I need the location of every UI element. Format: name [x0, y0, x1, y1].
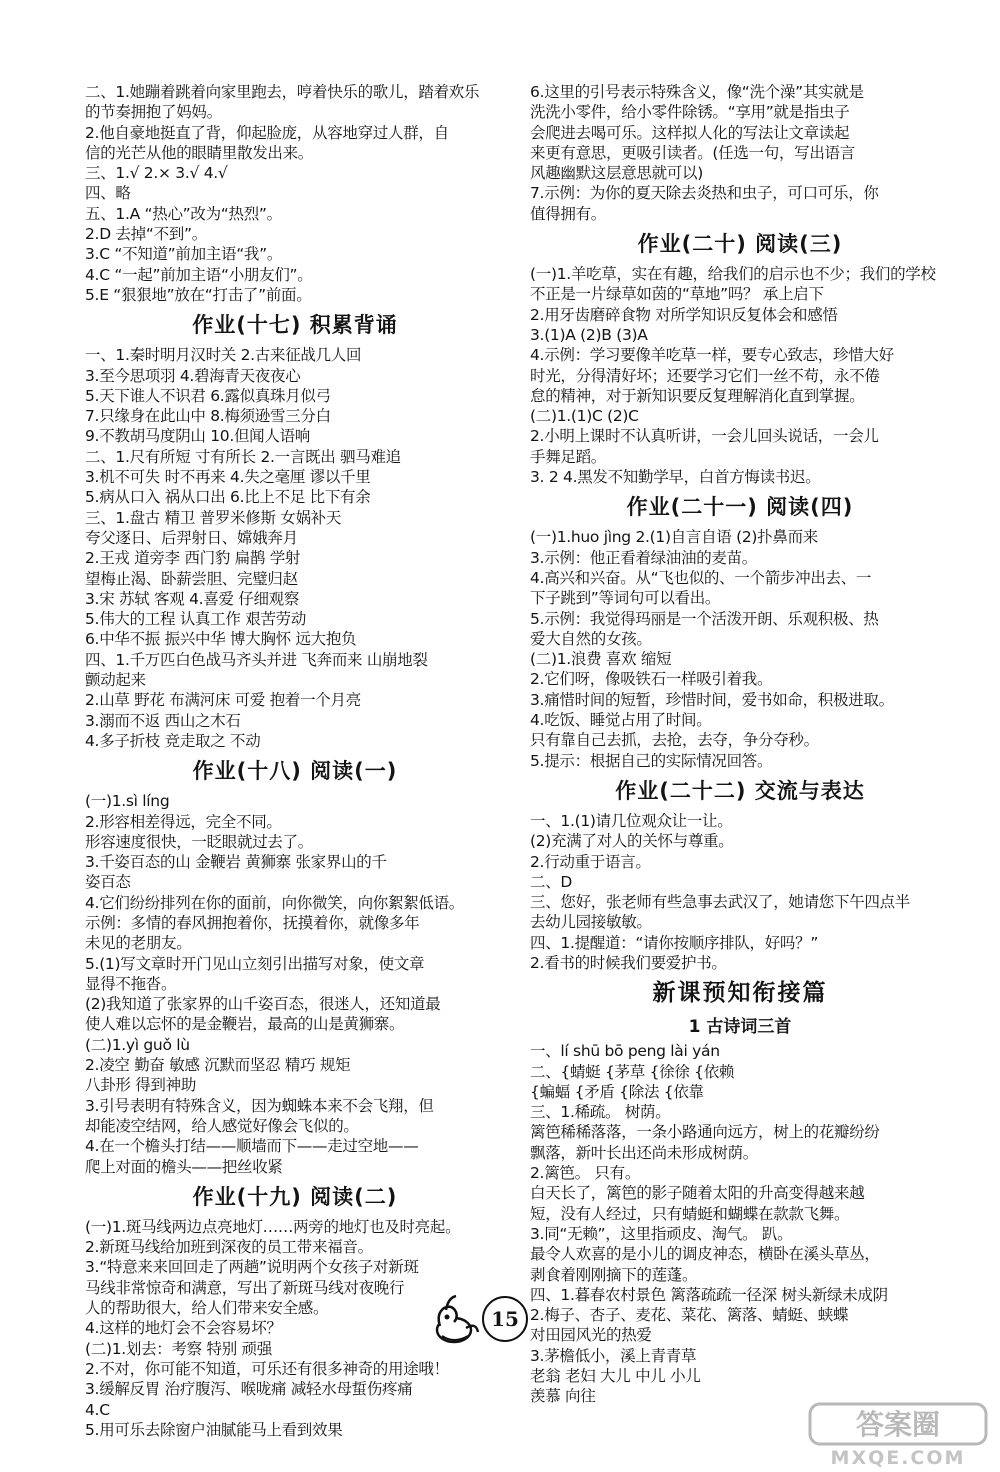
answer-line: (2)充满了对人的关怀与尊重。 — [530, 832, 734, 851]
answer-line: 3.示例：他正看着绿油油的麦苗。 — [530, 548, 757, 567]
answer-line: 2.他自豪地挺直了背，仰起脸庞，从容地穿过人群，自 — [85, 123, 449, 142]
answer-line: 4.这样的地灯会不会容易坏？ — [85, 1319, 282, 1338]
answer-line: 羡慕 向往 — [530, 1387, 596, 1406]
answer-line: (一)1.sì líng — [85, 792, 170, 811]
answer-line: 不正是一片绿草如茵的“草地”吗？ 承上启下 — [530, 285, 824, 304]
answer-line: 5.病从口入 祸从口出 6.比上不足 比下有余 — [85, 488, 371, 507]
answer-line: 一、1.秦时明月汉时关 2.古来征战几人回 — [85, 346, 362, 365]
answer-line: 9.不教胡马度阴山 10.但闻人语响 — [85, 427, 310, 446]
answer-line: 三、1.稀疏。 树荫。 — [530, 1103, 671, 1122]
answer-line: 二、1.尺有所短 寸有所长 2.一言既出 驷马难追 — [85, 447, 401, 466]
answer-line: 时光，分得清好坏；还要学习它们一丝不苟，永不倦 — [530, 366, 880, 385]
answer-line: 剥食着刚刚摘下的莲蓬。 — [530, 1265, 698, 1284]
answer-line: 四、1.暮春农村景色 篱落疏疏一径深 树头新绿未成阴 — [530, 1285, 888, 1304]
answer-line: 6.中华不振 振兴中华 博大胸怀 远大抱负 — [85, 630, 357, 649]
answer-line: 篱笆稀稀落落，一条小路通向远方，树上的花瓣纷纷 — [530, 1123, 880, 1142]
answer-line: 4.多子折枝 竞走取之 不动 — [85, 731, 261, 750]
answer-line: 马线非常惊奇和满意，写出了新斑马线对夜晚行 — [85, 1278, 405, 1297]
answer-line: 2.篱笆。 只有。 — [530, 1164, 641, 1183]
answer-line: 2.凌空 勤奋 敏感 沉默而坚忍 精巧 规矩 — [85, 1056, 351, 1075]
answer-line: 三、您好，张老师有些急事去武汉了，她请您下午四点半 — [530, 893, 911, 912]
answer-line: 一、lí shū bō peng lài yán — [530, 1042, 720, 1061]
answer-line: 2.形容相差得远，完全不同。 — [85, 812, 282, 831]
answer-line: 信的光芒从他的眼睛里散发出来。 — [85, 143, 314, 162]
answer-line: 5.(1)写文章时开门见山立刻引出描写对象，使文章 — [85, 954, 425, 973]
lesson-subheading: 1 古诗词三首 — [688, 1017, 792, 1038]
answer-line: 三、1.√ 2.× 3.√ 4.√ — [85, 164, 228, 183]
answer-line: 四、1.提醒道：“请你按顺序排队，好吗？” — [530, 933, 819, 952]
svg-text:答案圈: 答案圈 — [855, 1408, 941, 1441]
assignment-heading: 作业(二十二) 交流与表达 — [615, 778, 865, 803]
answer-line: 二、{蜻蜓 {茅草 {徐徐 {依赖 — [530, 1062, 735, 1081]
answer-line: 洗洗小零件，给小零件除锈。“享用”就是指虫子 — [530, 103, 850, 122]
answer-line: 5.用可乐去除窗户油腻能马上看到效果 — [85, 1420, 343, 1439]
answer-line: 去幼儿园接敏敏。 — [530, 913, 652, 932]
svg-text:MXQE.COM: MXQE.COM — [830, 1447, 966, 1469]
answer-line: 4.吃饭、睡觉占用了时间。 — [530, 711, 712, 730]
answer-line: 三、1.盘古 精卫 普罗米修斯 女娲补天 — [85, 508, 342, 527]
assignment-heading: 作业(十七) 积累背诵 — [192, 313, 398, 338]
answer-line: 二、1.她蹦着跳着向家里跑去，哼着快乐的歌儿，踏着欢乐 — [85, 83, 480, 101]
answer-line: 3.同“无赖”，这里指顽皮、淘气。 趴。 — [530, 1224, 793, 1243]
left-answer-column — [85, 82, 505, 1440]
answer-line: 3.溺而不返 西山之木石 — [85, 711, 241, 730]
answer-line: 2.用牙齿磨碎食物 对所学知识反复体会和感悟 — [530, 305, 838, 324]
section-heading: 新课预知衔接篇 — [652, 980, 828, 1007]
answer-line: 3.至今思项羽 4.碧海青天夜夜心 — [85, 366, 301, 385]
page-footer — [432, 1288, 542, 1348]
answer-line: 4.C — [85, 1400, 110, 1419]
answer-line: 会爬进去喝可乐。这样拟人化的写法让文章读起 — [530, 123, 850, 142]
answer-line: 2.它们呀，像吸铁石一样吸引着我。 — [530, 670, 773, 689]
answer-line: 4.它们纷纷排列在你的面前，向你微笑，向你絮絮低语。 — [85, 893, 464, 912]
answer-line: 只有靠自己去抓，去抢，去夺，争分夺秒。 — [530, 731, 819, 750]
answer-line: 2.不对，你可能不知道，可乐还有很多神奇的用途哦！ — [85, 1359, 449, 1378]
watermark-logo — [808, 1400, 988, 1470]
answer-line: 2.王戎 道旁李 西门豹 扁鹊 学射 — [85, 549, 301, 568]
answer-line: 2.新斑马线给加班到深夜的员工带来福音。 — [85, 1238, 373, 1257]
answer-line: 值得拥有。 — [530, 204, 607, 223]
answer-line: 飘落，新叶长出还尚未形成树荫。 — [530, 1143, 759, 1162]
answer-line: (一)1.huo jìng 2.(1)自言自语 (2)扑鼻而来 — [530, 528, 818, 547]
answer-line: 4.在一个檐头打结——顺墙而下——走过空地—— — [85, 1137, 419, 1156]
answer-line: 4.C “一起”前加主语“小朋友们”。 — [85, 265, 313, 284]
answer-line: (二)1.(1)C (2)C — [530, 407, 639, 426]
assignment-heading: 作业(二十) 阅读(三) — [637, 232, 843, 257]
answer-line: 短，没有人经过，只有蜻蜓和蝴蝶在款款飞舞。 — [530, 1204, 850, 1223]
answer-line: 来更有意思，更吸引读者。(任选一句，写出语言 — [530, 143, 855, 162]
answer-line: 姿百态 — [85, 873, 131, 892]
answer-line: 2.D 去掉“不到”。 — [85, 225, 207, 244]
answer-line: 一、1.(1)请几位观众让一让。 — [530, 811, 733, 830]
answer-line: 二、D — [530, 872, 573, 891]
answer-line: 五、1.A “热心”改为“热烈”。 — [85, 204, 282, 223]
answer-line: 爱大自然的女孩。 — [530, 629, 652, 648]
answer-line: 5.天下谁人不识君 6.露似真珠月似弓 — [85, 386, 331, 405]
answer-line: 5.E “狠狠地”放在“打击了”前面。 — [85, 285, 312, 304]
answer-line: 3.“特意来来回回走了两趟”说明两个女孩子对新斑 — [85, 1258, 419, 1277]
answer-line: 的节奏拥抱了妈妈。 — [85, 103, 222, 122]
answer-line: (二)1.划去：考察 特别 顽强 — [85, 1339, 272, 1358]
answer-line: 四、1.千万匹白色战马齐头并进 飞奔而来 山崩地裂 — [85, 650, 428, 669]
answer-line: 3.缓解反胃 治疗腹泻、喉咙痛 减轻水母蜇伤疼痛 — [85, 1380, 413, 1399]
answer-line: 3.(1)A (2)B (3)A — [530, 325, 648, 344]
answer-line: 3.机不可失 时不再来 4.失之毫厘 谬以千里 — [85, 468, 371, 487]
answer-line: 爬上对面的檐头——把丝收紧 — [85, 1157, 283, 1176]
answer-line: 形容速度很快，一眨眼就过去了。 — [85, 832, 314, 851]
answer-line: 白天长了，篱笆的影子随着太阳的升高变得越来越 — [530, 1184, 865, 1203]
answer-line: 示例：多情的春风拥抱着你，抚摸着你，就像多年 — [85, 913, 420, 932]
answer-line: 却能凌空结网，给人感觉好像会飞似的。 — [85, 1116, 359, 1135]
right-answer-column — [530, 82, 950, 1407]
answer-line: 2.行动重于语言。 — [530, 852, 651, 871]
answer-line: 3.引号表明有特殊含义，因为蜘蛛本来不会飞翔，但 — [85, 1096, 434, 1115]
answer-line: 2.看书的时候我们要爱护书。 — [530, 953, 727, 972]
answer-line: 夸父逐日、后羿射日、嫦娥奔月 — [85, 528, 298, 547]
answer-line: 4.高兴和兴奋。从“飞也似的、一个箭步冲出去、一 — [530, 568, 872, 587]
answer-line: 5.提示：根据自己的实际情况回答。 — [530, 751, 773, 770]
answer-line: 对田园风光的热爱 — [530, 1326, 652, 1345]
answer-line: 3.宋 苏轼 客观 4.喜爱 仔细观察 — [85, 589, 300, 608]
answer-line: 5.示例：我觉得玛丽是一个活泼开朗、乐观积极、热 — [530, 609, 879, 628]
answer-line: 3.痛惜时间的短暂，珍惜时间，爱书如命，积极进取。 — [530, 690, 894, 709]
answer-line: 3. 2 4.黑发不知勤学早，白首方悔读书迟。 — [530, 468, 821, 487]
answer-line: 5.伟大的工程 认真工作 艰苦劳动 — [85, 610, 307, 629]
answer-line: 2.梅子、杏子、麦花、菜花、篱落、蜻蜓、蛱蝶 — [530, 1306, 849, 1325]
answer-line: 最令人欢喜的是小儿的调皮神态，横卧在溪头草丛， — [530, 1245, 880, 1264]
assignment-heading: 作业(二十一) 阅读(四) — [626, 495, 854, 520]
answer-line: 未见的老朋友。 — [85, 934, 192, 953]
answer-line: 人的帮助很大，给人们带来安全感。 — [85, 1299, 329, 1318]
answer-line: (二)1.yì guǒ lù — [85, 1035, 190, 1054]
answer-line: {蝙蝠 {矛盾 {除法 {依靠 — [530, 1082, 704, 1101]
assignment-heading: 作业(十八) 阅读(一) — [192, 759, 398, 784]
answer-line: 四、略 — [85, 184, 131, 203]
answer-line: 望梅止渴、卧薪尝胆、完璧归赵 — [85, 569, 298, 588]
answer-line: 2.小明上课时不认真听讲，一会儿回头说话，一会儿 — [530, 427, 879, 446]
answer-line: 八卦形 得到神助 — [85, 1076, 197, 1095]
answer-line: 风趣幽默这层意思就可以) — [530, 164, 703, 183]
thumbs-up-mascot-icon — [432, 1288, 488, 1346]
answer-line: 使人难以忘怀的是金鞭岩，最高的山是黄狮寨。 — [85, 1015, 405, 1034]
answer-line: (一)1.羊吃草，实在有趣，给我们的启示也不少；我们的学校 — [530, 265, 936, 284]
answer-line: 4.示例：学习要像羊吃草一样，要专心致志，珍惜大好 — [530, 346, 894, 365]
answer-line: 怠的精神，对于新知识要反复理解消化直到掌握。 — [530, 386, 865, 405]
answer-line: 7.只缘身在此山中 8.梅须逊雪三分白 — [85, 407, 331, 426]
answer-line: 7.示例：为你的夏天除去炎热和虫子，可口可乐，你 — [530, 184, 879, 203]
answer-line: 2.山草 野花 布满河床 可爱 抱着一个月亮 — [85, 691, 361, 710]
answer-line: 老翁 老妇 大儿 中儿 小儿 — [530, 1367, 701, 1386]
answer-line: 显得不拖沓。 — [85, 974, 177, 993]
answer-line: (二)1.浪费 喜欢 缩短 — [530, 650, 672, 669]
answer-line: 3.C “不知道”前加主语“我”。 — [85, 245, 283, 264]
answer-line: (2)我知道了张家界的山千姿百态，很迷人，还知道最 — [85, 995, 441, 1014]
answer-line: 3.千姿百态的山 金鞭岩 黄狮寨 张家界山的千 — [85, 853, 387, 872]
assignment-heading: 作业(十九) 阅读(二) — [192, 1184, 398, 1209]
answer-line: 手舞足蹈。 — [530, 447, 607, 466]
answer-line: 3.茅檐低小，溪上青青草 — [530, 1346, 697, 1365]
answer-line: 颤动起来 — [85, 671, 146, 690]
answer-line: 下子跳到”等词句可以看出。 — [530, 589, 721, 608]
page-number: 15 — [482, 1296, 528, 1342]
answer-line: (一)1.斑马线两边点亮地灯……两旁的地灯也及时亮起。 — [85, 1217, 461, 1236]
answer-line: 6.这里的引号表示特殊含义，像“洗个澡”其实就是 — [530, 83, 864, 101]
